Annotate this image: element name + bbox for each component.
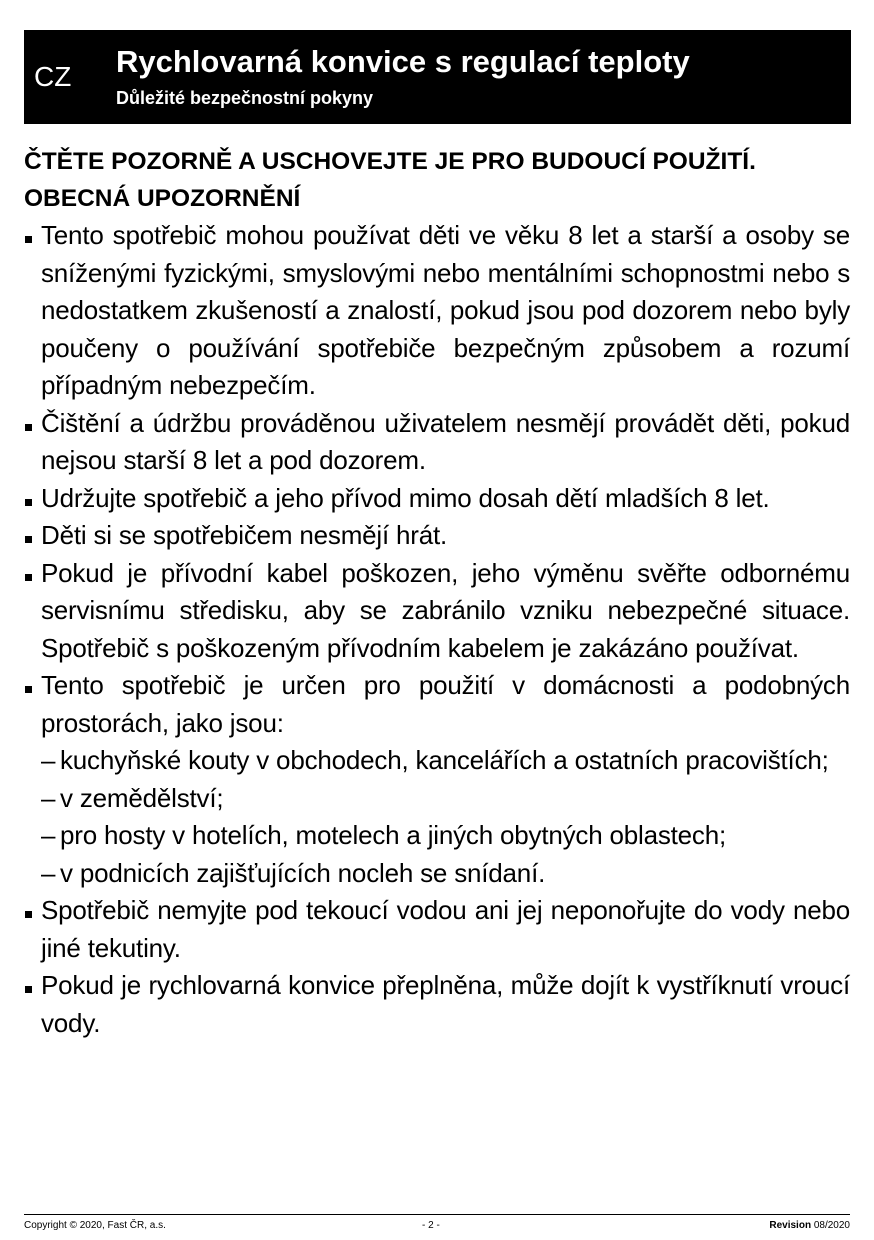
list-item-text: Tento spotřebič je určen pro použití v domácnosti a podobných prostorách, jako jsou: (41, 670, 850, 738)
sub-list-item (24, 817, 850, 855)
revision-info (769, 1215, 850, 1237)
list-item-text: Děti si se spotřebičem nesmějí hrát. (41, 520, 448, 550)
page-title: Rychlovarná konvice s regulací teploty (116, 44, 690, 79)
revision-date: 08/2020 (813, 1220, 850, 1231)
safety-list-continued (24, 892, 850, 1042)
list-item-text: Pokud je přívodní kabel poškozen, jeho výměnu svěřte odbornému servisnímu středisku, aby se zabránilo vzniku nebezpečné situace. Spotřebič s poškozeným přívodním kabelem je zakázáno používat. (41, 557, 850, 663)
sub-list-item (24, 780, 850, 818)
bullet-icon (25, 424, 32, 431)
general-warnings-heading: OBECNÁ UPOZORNĚNÍ (24, 185, 301, 212)
safety-list (24, 217, 850, 742)
list-item (24, 555, 850, 668)
list-item-text: Čištění a údržbu prováděnou uživatelem nesmějí provádět děti, pokud nejsou starší 8 let a pod dozorem. (41, 407, 850, 475)
dash-marker: – (41, 857, 56, 888)
usage-places-list (24, 742, 850, 892)
bullet-icon (25, 499, 32, 506)
list-item (24, 667, 850, 742)
sub-list-item-text: kuchyňské kouty v obchodech, kancelářích a ostatních pracovištích; (60, 745, 829, 775)
read-carefully-heading: ČTĚTE POZORNĚ A USCHOVEJTE JE PRO BUDOUCÍ POUŽITÍ. (24, 148, 756, 175)
document-body (24, 143, 850, 1042)
dash-marker: – (41, 820, 56, 850)
sub-list-item-text: v zemědělství; (60, 782, 224, 813)
list-item-text: Udržujte spotřebič a jeho přívod mimo dosah dětí mladších 8 let. (41, 482, 770, 513)
sub-list-item (24, 855, 850, 893)
dash-marker: – (41, 745, 56, 775)
page-subtitle: Důležité bezpečnostní pokyny (116, 88, 374, 108)
list-item-text: Spotřebič nemyjte pod tekoucí vodou ani jej neponořujte do vody nebo jiné tekutiny. (41, 895, 850, 963)
bullet-icon (25, 686, 32, 693)
sub-list-item-text: pro hosty v hotelích, motelech a jiných obytných oblastech; (60, 820, 727, 850)
bullet-icon (25, 236, 32, 243)
header-bar (24, 30, 851, 124)
list-item-text: Pokud je rychlovarná konvice přeplněna, může dojít k vystříknutí vroucí vody. (41, 970, 850, 1038)
bullet-icon (25, 536, 32, 543)
dash-marker: – (41, 782, 56, 813)
copyright-text: Copyright © 2020, Fast ČR, a.s. (24, 1220, 166, 1231)
list-item (24, 217, 850, 405)
bullet-icon (25, 986, 32, 993)
sub-list-item (24, 742, 850, 780)
list-item (24, 480, 850, 518)
list-item (24, 892, 850, 967)
sub-list-item-text: v podnicích zajišťujících nocleh se snídaní. (60, 857, 546, 888)
revision-label: Revision (769, 1220, 812, 1231)
list-item (24, 405, 850, 480)
page-number: - 2 - (422, 1220, 440, 1231)
page-footer (24, 1214, 850, 1239)
list-item (24, 967, 850, 1042)
list-item (24, 517, 850, 555)
bullet-icon (25, 574, 32, 581)
list-item-text: Tento spotřebič mohou používat děti ve věku 8 let a starší a osoby se sníženými fyzickými, smyslovými nebo mentálními schopnostmi nebo s nedostatkem zkušeností a znalostí, pokud jsou pod dozorem nebo byly poučeny o používání spotřebiče bezpečným způsobem a rozumí případným nebezpečím. (41, 220, 850, 400)
bullet-icon (25, 911, 32, 918)
language-code: CZ (34, 61, 72, 92)
